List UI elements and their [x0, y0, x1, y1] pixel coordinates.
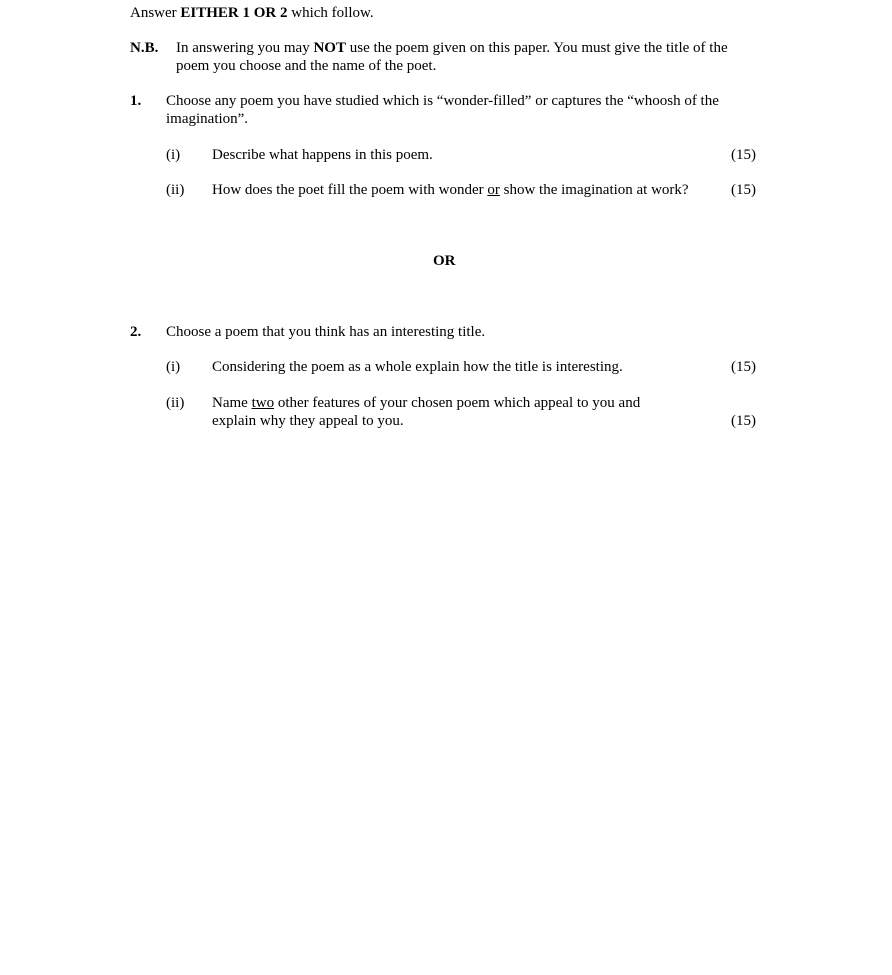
question-2-number: 2. — [130, 324, 142, 340]
note-line-2: poem you choose and the name of the poet. — [176, 58, 437, 74]
question-2-part-ii-underlined: two — [251, 395, 275, 411]
question-1-part-ii-text-start: How does the poet fill the poem with wonder — [212, 182, 488, 198]
question-2-part-ii-marks: (15) — [731, 413, 756, 429]
question-2-part-ii-text-end: other features of your chosen poem which appeal to you and — [274, 395, 641, 411]
question-1-part-ii-marks: (15) — [731, 182, 756, 198]
question-1-part-ii-text-end: show the imagination at work? — [499, 182, 689, 198]
question-2-line-1: Choose a poem that you think has an interesting title. — [166, 324, 486, 340]
note-label: N.B. — [130, 40, 159, 56]
question-2-part-ii-text-start: Name — [212, 395, 252, 411]
note-line-1-end: use the poem given on this paper. You must give the title of the — [345, 40, 728, 56]
question-1-line-2: imagination”. — [166, 111, 249, 127]
question-1-part-i-text: Describe what happens in this poem. — [212, 147, 433, 163]
question-1-part-i-label: (i) — [166, 147, 181, 163]
question-1-part-ii-text — [212, 181, 689, 199]
question-2-part-i-marks: (15) — [731, 359, 756, 375]
question-2-part-ii-line-1 — [212, 394, 640, 412]
question-2-part-i-label: (i) — [166, 359, 181, 375]
or-separator: OR — [433, 253, 456, 269]
note-line-1-start: In answering you may — [176, 40, 314, 56]
question-1-part-ii-underlined: or — [487, 182, 500, 198]
note-line-1-bold: NOT — [313, 40, 346, 56]
instruction-prefix: Answer — [130, 5, 181, 21]
question-2-part-i-text: Considering the poem as a whole explain how the title is interesting. — [212, 359, 623, 375]
note-line-1 — [176, 39, 728, 57]
question-1-number: 1. — [130, 93, 142, 109]
question-1-line-1: Choose any poem you have studied which is “wonder-filled” or captures the “whoosh of the — [166, 93, 719, 109]
question-1-part-ii-label: (ii) — [166, 182, 185, 198]
question-2-part-ii-line-2: explain why they appeal to you. — [212, 413, 404, 429]
instruction-suffix: which follow. — [287, 5, 374, 21]
instruction-line — [130, 4, 374, 22]
question-2-part-ii-label: (ii) — [166, 395, 185, 411]
instruction-emphasis: EITHER 1 OR 2 — [180, 5, 288, 21]
question-1-part-i-marks: (15) — [731, 147, 756, 163]
